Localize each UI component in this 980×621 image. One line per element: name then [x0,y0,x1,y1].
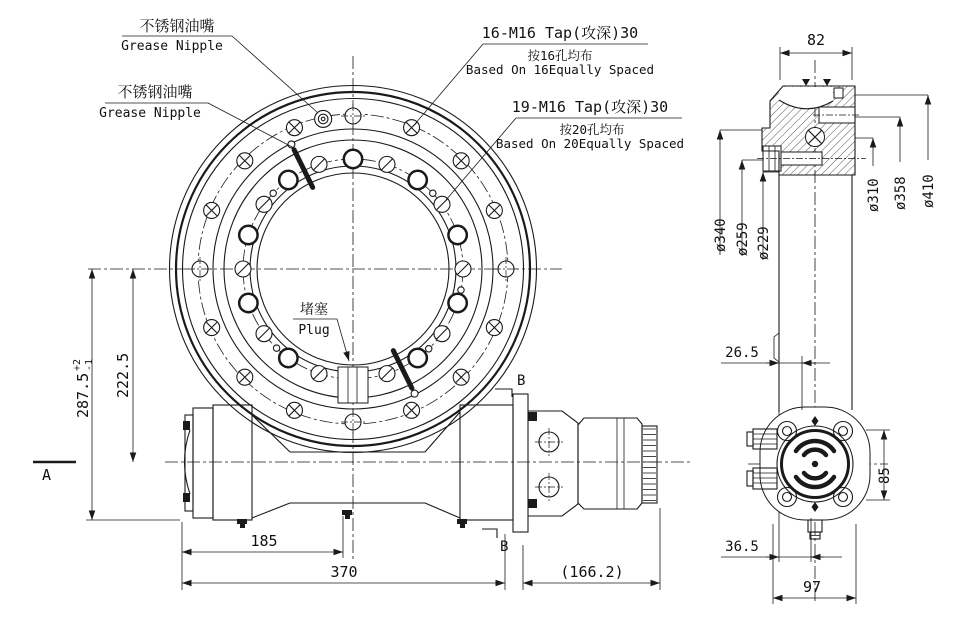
dim-d410: ø410 [921,174,937,208]
motor-front [528,411,657,516]
tap16-en: Based On 16Equally Spaced [465,62,655,77]
ring-section [757,79,866,175]
dim-185: 185 [250,532,278,550]
dim-82: 82 [806,31,826,49]
grease-nipple-2-en: Grease Nipple [99,106,201,121]
tap19-zh: 按20孔均布 [559,122,625,137]
dim-d259: ø259 [735,222,751,256]
section-b-top-label: B [517,373,526,389]
dim-97: 97 [802,578,822,596]
dim-85: 85 [877,467,893,484]
tap19-en: Based On 20Equally Spaced [495,136,685,151]
dim-287-5-tol-minus: -1 [84,358,95,371]
section-b-bottom-label: B [500,539,509,555]
grease-nipple-1-zh: 不锈钢油嘴 [139,17,215,35]
dim-d340: ø340 [713,218,729,252]
dim-370: 370 [330,563,358,581]
dim-26-5: 26.5 [725,345,759,361]
section-markers [33,373,525,555]
dim-222-5: 222.5 [114,352,132,398]
tap19-title: 19-M16 Tap(攻深)30 [511,98,669,116]
dim-287-5: 287.5 [74,372,92,418]
section-a-label: A [42,466,52,484]
motor-side [747,407,870,539]
grease-nipple-2-zh: 不锈钢油嘴 [117,83,193,101]
gear-housing [183,394,537,532]
dim-d358: ø358 [893,176,909,210]
dim-d229: ø229 [756,226,772,260]
dim-d310: ø310 [866,178,882,212]
housing-bolts [237,510,467,528]
front-view [33,17,690,590]
dim-166: (166.2) [560,563,624,581]
front-dimensions [72,269,660,590]
tap16-zh: 按16孔均布 [527,48,593,63]
dim-287-5-tol-plus: +2 [72,358,83,371]
spline-cap [643,429,656,501]
dim-36-5: 36.5 [725,539,759,555]
plug-zh: 堵塞 [300,302,328,318]
side-view [713,31,937,604]
plug-en: Plug [298,323,330,338]
grease-nipple-1-en: Grease Nipple [121,39,223,54]
plug-feature [338,367,368,403]
tap16-title: 16-M16 Tap(攻深)30 [481,24,639,42]
